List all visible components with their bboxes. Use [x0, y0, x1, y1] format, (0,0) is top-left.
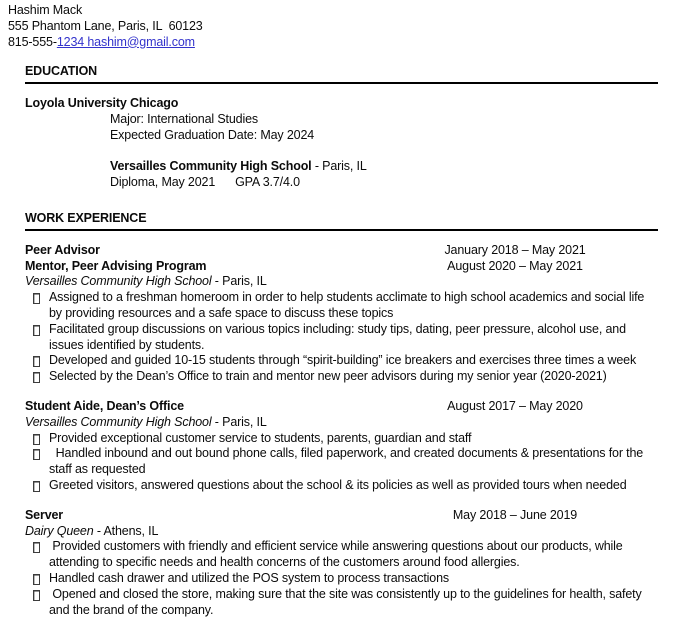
employer-location: - Paris, IL — [211, 414, 267, 429]
graduation-line: Expected Graduation Date: May 2024 — [110, 127, 315, 142]
employer-line — [25, 274, 658, 290]
contact-phone-email — [8, 35, 684, 51]
missing-glyph-bullet-icon — [33, 481, 40, 492]
missing-glyph-bullet-icon — [33, 356, 40, 367]
job-date: January 2018 – May 2021 — [444, 242, 586, 257]
phone-prefix: 815-555- — [8, 34, 57, 49]
work-experience-section — [25, 211, 658, 618]
job-peer-advisor — [25, 243, 658, 385]
bullet-list — [25, 431, 658, 494]
bullet-item — [33, 369, 658, 385]
employer-location: - Paris, IL — [211, 274, 267, 289]
job-date: August 2020 – May 2021 — [447, 258, 583, 273]
education-block — [25, 96, 658, 191]
job-title: Mentor, Peer Advising Program — [25, 258, 207, 273]
job-title-row — [25, 399, 658, 415]
email-link[interactable]: 1234 hashim@gmail.com — [56, 34, 195, 49]
employer-name: Dairy Queen — [25, 523, 94, 538]
job-title-row — [25, 259, 658, 275]
bullet-item — [33, 587, 658, 619]
bullet-list — [25, 539, 658, 618]
job-student-aide — [25, 399, 658, 494]
resume-page — [0, 3, 684, 618]
contact-address: 555 Phantom Lane, Paris, IL 60123 — [8, 18, 203, 33]
job-title-row — [25, 508, 658, 524]
bullet-item — [33, 431, 658, 447]
high-school-name: Versailles Community High School — [110, 159, 312, 174]
bullet-text: Handled inbound and out bound phone calls, filed paperwork, and created documents & presentations for the staff as requested — [49, 446, 647, 477]
university-name: Loyola University Chicago — [25, 96, 179, 111]
missing-glyph-bullet-icon — [33, 325, 40, 336]
bullet-text: Provided exceptional customer service to students, parents, guardian and staff — [49, 430, 472, 445]
work-experience-heading: WORK EXPERIENCE — [25, 211, 658, 231]
bullet-text: Opened and closed the store, making sure that the site was consistently up to the guidelines for health, safety and the brand of the company. — [49, 586, 645, 617]
major-line: Major: International Studies — [110, 111, 258, 126]
bullet-item — [33, 539, 658, 571]
bullet-list — [25, 290, 658, 385]
employer-name: Versailles Community High School — [25, 414, 212, 429]
high-school-line — [110, 159, 658, 175]
employer-name: Versailles Community High School — [25, 274, 212, 289]
missing-glyph-bullet-icon — [33, 293, 40, 304]
missing-glyph-bullet-icon — [33, 372, 40, 383]
bullet-item — [33, 322, 658, 354]
bullet-text: Facilitated group discussions on various topics including: study tips, dating, peer pressure, alcohol use, and issues identified by students. — [49, 321, 630, 352]
employer-line — [25, 415, 658, 431]
job-title: Server — [25, 507, 64, 522]
job-title: Student Aide, Dean’s Office — [25, 398, 184, 413]
bullet-text: Handled cash drawer and utilized the POS system to process transactions — [49, 570, 449, 585]
bullet-item — [33, 571, 658, 587]
missing-glyph-bullet-icon — [33, 590, 40, 601]
missing-glyph-bullet-icon — [33, 542, 40, 553]
job-title: Peer Advisor — [25, 242, 100, 257]
missing-glyph-bullet-icon — [33, 434, 40, 445]
bullet-text: Provided customers with friendly and efficient service while answering questions about our products, while attending to specific needs and health concerns of the customers around food allergies. — [49, 539, 626, 570]
job-server — [25, 508, 658, 619]
education-section — [25, 64, 658, 191]
employer-location: - Athens, IL — [93, 523, 159, 538]
job-date: August 2017 – May 2020 — [447, 398, 583, 413]
job-date: May 2018 – June 2019 — [452, 507, 578, 522]
high-school-location: - Paris, IL — [311, 159, 367, 174]
diploma-line: Diploma, May 2021 GPA 3.7/4.0 — [110, 175, 300, 190]
employer-line — [25, 524, 658, 540]
contact-name: Hashim Mack — [8, 3, 83, 17]
bullet-text: Greeted visitors, answered questions about the school & its policies as well as provided tours when needed — [49, 477, 627, 492]
missing-glyph-bullet-icon — [33, 449, 40, 460]
missing-glyph-bullet-icon — [33, 574, 40, 585]
spacer — [25, 144, 658, 160]
contact-header — [8, 3, 684, 50]
job-title-row — [25, 243, 658, 259]
bullet-item — [33, 353, 658, 369]
education-heading: EDUCATION — [25, 64, 658, 84]
bullet-item — [33, 446, 658, 478]
bullet-text: Selected by the Dean’s Office to train and mentor new peer advisors during my senior year (2020-2021) — [49, 369, 607, 384]
bullet-item — [33, 478, 658, 494]
bullet-text: Developed and guided 10-15 students through “spirit-building” ice breakers and exercises three times a week — [49, 353, 637, 368]
bullet-text: Assigned to a freshman homeroom in order to help students acclimate to high school academics and social life by providing resources and a safe space to discuss these topics — [49, 290, 648, 320]
bullet-item — [33, 290, 658, 322]
